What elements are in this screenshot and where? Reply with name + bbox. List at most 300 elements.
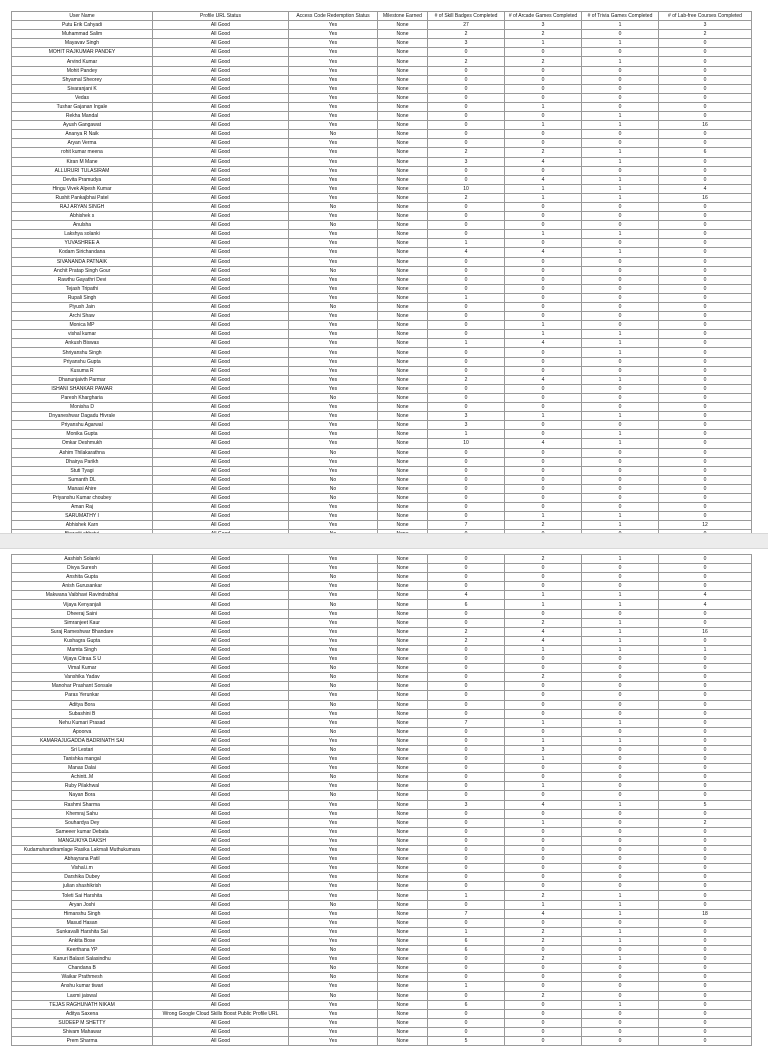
- cell-milestone: None: [378, 284, 428, 293]
- cell-access-code-status: No: [289, 266, 378, 275]
- cell-milestone: None: [378, 84, 428, 93]
- table-row: [12, 918, 752, 927]
- cell-lab-free-courses: 0: [659, 618, 752, 627]
- cell-trivia-games: 1: [582, 636, 659, 645]
- cell-access-code-status: Yes: [289, 627, 378, 636]
- cell-skill-badges: 4: [428, 248, 505, 257]
- cell-arcade-games: 1: [505, 193, 582, 202]
- cell-lab-free-courses: 16: [659, 193, 752, 202]
- cell-access-code-status: No: [289, 303, 378, 312]
- cell-trivia-games: 1: [582, 339, 659, 348]
- cell-user-name: RAJ ARYAN SINGH: [12, 202, 153, 211]
- table-row: [12, 736, 752, 745]
- cell-user-name: ISHANI SHANKAR PAWAR: [12, 384, 153, 393]
- cell-profile-url-status: All Good: [153, 493, 289, 502]
- cell-user-name: Rekha Mandal: [12, 112, 153, 121]
- cell-trivia-games: 0: [582, 239, 659, 248]
- cell-skill-badges: 0: [428, 673, 505, 682]
- table-row: [12, 991, 752, 1000]
- cell-skill-badges: 3: [428, 412, 505, 421]
- cell-access-code-status: No: [289, 484, 378, 493]
- cell-access-code-status: No: [289, 202, 378, 211]
- cell-trivia-games: 1: [582, 718, 659, 727]
- cell-arcade-games: 0: [505, 130, 582, 139]
- cell-milestone: None: [378, 175, 428, 184]
- cell-skill-badges: 0: [428, 664, 505, 673]
- cell-lab-free-courses: 0: [659, 1018, 752, 1027]
- table-row: [12, 357, 752, 366]
- cell-lab-free-courses: 0: [659, 339, 752, 348]
- cell-user-name: Rupali Singh: [12, 293, 153, 302]
- cell-milestone: None: [378, 618, 428, 627]
- cell-access-code-status: Yes: [289, 184, 378, 193]
- cell-lab-free-courses: 0: [659, 457, 752, 466]
- cell-user-name: Aditya Saxena: [12, 1009, 153, 1018]
- cell-lab-free-courses: 0: [659, 493, 752, 502]
- cell-arcade-games: 1: [505, 39, 582, 48]
- table-row: [12, 700, 752, 709]
- cell-milestone: None: [378, 184, 428, 193]
- cell-access-code-status: Yes: [289, 157, 378, 166]
- cell-user-name: Ayush Gangawat: [12, 121, 153, 130]
- cell-trivia-games: 0: [582, 791, 659, 800]
- cell-user-name: Apoorva: [12, 727, 153, 736]
- cell-lab-free-courses: 0: [659, 239, 752, 248]
- cell-profile-url-status: All Good: [153, 818, 289, 827]
- cell-profile-url-status: All Good: [153, 600, 289, 609]
- cell-profile-url-status: All Good: [153, 909, 289, 918]
- cell-skill-badges: 0: [428, 284, 505, 293]
- cell-access-code-status: Yes: [289, 84, 378, 93]
- cell-lab-free-courses: 0: [659, 946, 752, 955]
- cell-access-code-status: Yes: [289, 1009, 378, 1018]
- cell-arcade-games: 2: [505, 618, 582, 627]
- cell-access-code-status: No: [289, 600, 378, 609]
- cell-milestone: None: [378, 330, 428, 339]
- cell-lab-free-courses: 0: [659, 439, 752, 448]
- cell-arcade-games: 0: [505, 655, 582, 664]
- cell-lab-free-courses: 16: [659, 627, 752, 636]
- cell-trivia-games: 1: [582, 927, 659, 936]
- cell-user-name: Vedas: [12, 93, 153, 102]
- cell-arcade-games: 0: [505, 700, 582, 709]
- cell-profile-url-status: All Good: [153, 791, 289, 800]
- cell-arcade-games: 4: [505, 909, 582, 918]
- cell-trivia-games: 0: [582, 864, 659, 873]
- cell-access-code-status: Yes: [289, 421, 378, 430]
- cell-skill-badges: 7: [428, 718, 505, 727]
- cell-access-code-status: No: [289, 964, 378, 973]
- table-row: [12, 330, 752, 339]
- cell-arcade-games: 2: [505, 927, 582, 936]
- cell-trivia-games: 0: [582, 1027, 659, 1036]
- table-row: [12, 102, 752, 111]
- cell-user-name: Vijaya Citraa S U: [12, 655, 153, 664]
- cell-milestone: None: [378, 384, 428, 393]
- cell-access-code-status: Yes: [289, 139, 378, 148]
- cell-access-code-status: Yes: [289, 412, 378, 421]
- cell-milestone: None: [378, 882, 428, 891]
- cell-access-code-status: Yes: [289, 66, 378, 75]
- cell-skill-badges: 2: [428, 375, 505, 384]
- table-row: [12, 139, 752, 148]
- cell-user-name: Mamta Singh: [12, 645, 153, 654]
- cell-arcade-games: 4: [505, 157, 582, 166]
- cell-lab-free-courses: 0: [659, 57, 752, 66]
- cell-profile-url-status: All Good: [153, 48, 289, 57]
- cell-milestone: None: [378, 991, 428, 1000]
- cell-user-name: Devita Pramudya: [12, 175, 153, 184]
- cell-skill-badges: 0: [428, 66, 505, 75]
- table-row: [12, 555, 752, 564]
- table-row: [12, 39, 752, 48]
- cell-user-name: KAMARAJUGADDA BADRINATH SAI: [12, 736, 153, 745]
- cell-access-code-status: Yes: [289, 936, 378, 945]
- cell-lab-free-courses: 0: [659, 882, 752, 891]
- cell-lab-free-courses: 0: [659, 48, 752, 57]
- cell-user-name: Himanshu Singh: [12, 909, 153, 918]
- cell-user-name: Shriyanshu Singh: [12, 348, 153, 357]
- cell-arcade-games: 0: [505, 275, 582, 284]
- cell-trivia-games: 0: [582, 818, 659, 827]
- cell-access-code-status: No: [289, 493, 378, 502]
- cell-access-code-status: Yes: [289, 918, 378, 927]
- cell-access-code-status: Yes: [289, 39, 378, 48]
- cell-lab-free-courses: 0: [659, 366, 752, 375]
- cell-access-code-status: Yes: [289, 57, 378, 66]
- table-row: [12, 673, 752, 682]
- table-row: [12, 321, 752, 330]
- cell-profile-url-status: All Good: [153, 1000, 289, 1009]
- cell-milestone: None: [378, 148, 428, 157]
- cell-profile-url-status: All Good: [153, 275, 289, 284]
- cell-lab-free-courses: 0: [659, 321, 752, 330]
- table-row: [12, 718, 752, 727]
- cell-lab-free-courses: 0: [659, 764, 752, 773]
- cell-trivia-games: 1: [582, 627, 659, 636]
- cell-lab-free-courses: 0: [659, 727, 752, 736]
- cell-lab-free-courses: 0: [659, 230, 752, 239]
- cell-user-name: Manas Dalai: [12, 764, 153, 773]
- header-access-code-status: Access Code Redemption Status: [289, 12, 378, 21]
- cell-profile-url-status: All Good: [153, 573, 289, 582]
- cell-skill-badges: 0: [428, 645, 505, 654]
- cell-access-code-status: No: [289, 673, 378, 682]
- cell-milestone: None: [378, 973, 428, 982]
- cell-access-code-status: Yes: [289, 321, 378, 330]
- cell-user-name: Priyanshu Kumar choubey: [12, 493, 153, 502]
- table-row: [12, 393, 752, 402]
- cell-profile-url-status: All Good: [153, 946, 289, 955]
- document-page-2: [11, 554, 751, 1046]
- table-row: [12, 184, 752, 193]
- cell-user-name: Makwana Vaibhavi Ravindrabhai: [12, 591, 153, 600]
- table-row: [12, 202, 752, 211]
- cell-arcade-games: 4: [505, 439, 582, 448]
- table-row: [12, 946, 752, 955]
- cell-access-code-status: No: [289, 727, 378, 736]
- cell-access-code-status: Yes: [289, 782, 378, 791]
- table-row: [12, 121, 752, 130]
- cell-trivia-games: 1: [582, 248, 659, 257]
- cell-skill-badges: 0: [428, 166, 505, 175]
- cell-skill-badges: 10: [428, 439, 505, 448]
- cell-arcade-games: 1: [505, 736, 582, 745]
- cell-trivia-games: 0: [582, 321, 659, 330]
- cell-trivia-games: 0: [582, 357, 659, 366]
- cell-arcade-games: 1: [505, 818, 582, 827]
- cell-arcade-games: 0: [505, 727, 582, 736]
- cell-arcade-games: 0: [505, 166, 582, 175]
- cell-profile-url-status: All Good: [153, 266, 289, 275]
- cell-access-code-status: Yes: [289, 846, 378, 855]
- cell-arcade-games: 0: [505, 773, 582, 782]
- cell-skill-badges: 0: [428, 573, 505, 582]
- cell-lab-free-courses: 0: [659, 1027, 752, 1036]
- table-row: [12, 627, 752, 636]
- table-row: [12, 582, 752, 591]
- cell-trivia-games: 1: [582, 375, 659, 384]
- cell-profile-url-status: All Good: [153, 212, 289, 221]
- cell-trivia-games: 0: [582, 982, 659, 991]
- cell-trivia-games: 0: [582, 102, 659, 111]
- header-arcade-games: # of Arcade Games Completed: [505, 12, 582, 21]
- cell-profile-url-status: All Good: [153, 93, 289, 102]
- cell-lab-free-courses: 0: [659, 773, 752, 782]
- cell-skill-badges: 27: [428, 21, 505, 30]
- cell-skill-badges: 0: [428, 582, 505, 591]
- cell-user-name: Kanuri Balasri Salasindhu: [12, 955, 153, 964]
- cell-arcade-games: 0: [505, 709, 582, 718]
- cell-access-code-status: Yes: [289, 882, 378, 891]
- cell-milestone: None: [378, 827, 428, 836]
- cell-lab-free-courses: 0: [659, 375, 752, 384]
- cell-skill-badges: 0: [428, 727, 505, 736]
- cell-milestone: None: [378, 800, 428, 809]
- cell-milestone: None: [378, 466, 428, 475]
- table-row: [12, 230, 752, 239]
- cell-user-name: Subashini B: [12, 709, 153, 718]
- cell-profile-url-status: All Good: [153, 293, 289, 302]
- cell-trivia-games: 1: [582, 512, 659, 521]
- cell-profile-url-status: All Good: [153, 66, 289, 75]
- table-row: [12, 475, 752, 484]
- cell-user-name: ALLURURI TULASIRAM: [12, 166, 153, 175]
- cell-skill-badges: 1: [428, 982, 505, 991]
- cell-user-name: Aryan Verma: [12, 139, 153, 148]
- cell-arcade-games: 0: [505, 664, 582, 673]
- cell-milestone: None: [378, 791, 428, 800]
- table-row: [12, 266, 752, 275]
- cell-user-name: Priyanshu Gupta: [12, 357, 153, 366]
- cell-trivia-games: 0: [582, 682, 659, 691]
- cell-profile-url-status: All Good: [153, 121, 289, 130]
- cell-user-name: Rawthu Gayathri Devi: [12, 275, 153, 284]
- cell-milestone: None: [378, 873, 428, 882]
- cell-skill-badges: 0: [428, 275, 505, 284]
- cell-arcade-games: 0: [505, 421, 582, 430]
- cell-skill-badges: 0: [428, 964, 505, 973]
- cell-user-name: Anish Gurusankar: [12, 582, 153, 591]
- cell-user-name: YUVASHREE A: [12, 239, 153, 248]
- cell-profile-url-status: All Good: [153, 230, 289, 239]
- cell-profile-url-status: All Good: [153, 873, 289, 882]
- cell-trivia-games: 1: [582, 430, 659, 439]
- cell-access-code-status: Yes: [289, 655, 378, 664]
- cell-access-code-status: Yes: [289, 609, 378, 618]
- cell-access-code-status: No: [289, 475, 378, 484]
- cell-access-code-status: No: [289, 221, 378, 230]
- page-break: [0, 533, 768, 549]
- cell-arcade-games: 0: [505, 457, 582, 466]
- cell-profile-url-status: All Good: [153, 882, 289, 891]
- cell-user-name: Shivam Mahawar: [12, 1027, 153, 1036]
- cell-milestone: None: [378, 773, 428, 782]
- cell-profile-url-status: All Good: [153, 636, 289, 645]
- table-row: [12, 636, 752, 645]
- cell-milestone: None: [378, 745, 428, 754]
- cell-milestone: None: [378, 303, 428, 312]
- table-row: [12, 1009, 752, 1018]
- header-row: [12, 12, 752, 21]
- cell-skill-badges: 0: [428, 618, 505, 627]
- leaderboard-table: [11, 11, 752, 549]
- cell-profile-url-status: All Good: [153, 809, 289, 818]
- cell-profile-url-status: All Good: [153, 357, 289, 366]
- cell-skill-badges: 1: [428, 239, 505, 248]
- cell-trivia-games: 1: [582, 936, 659, 945]
- cell-skill-badges: 1: [428, 293, 505, 302]
- cell-profile-url-status: All Good: [153, 375, 289, 384]
- cell-profile-url-status: All Good: [153, 645, 289, 654]
- cell-user-name: Khemraj Sahu: [12, 809, 153, 818]
- cell-lab-free-courses: 0: [659, 745, 752, 754]
- cell-user-name: Anchit Pratap Singh Gour: [12, 266, 153, 275]
- cell-arcade-games: 1: [505, 412, 582, 421]
- cell-profile-url-status: All Good: [153, 21, 289, 30]
- cell-access-code-status: Yes: [289, 521, 378, 530]
- cell-profile-url-status: All Good: [153, 1036, 289, 1045]
- cell-arcade-games: 0: [505, 448, 582, 457]
- cell-profile-url-status: All Good: [153, 900, 289, 909]
- cell-trivia-games: 1: [582, 39, 659, 48]
- cell-user-name: Masud Hasan: [12, 918, 153, 927]
- cell-trivia-games: 0: [582, 700, 659, 709]
- cell-access-code-status: No: [289, 991, 378, 1000]
- table-row: [12, 303, 752, 312]
- cell-user-name: Sunkavalli Harshita Sai: [12, 927, 153, 936]
- cell-user-name: Tanishka mangal: [12, 755, 153, 764]
- table-row: [12, 1036, 752, 1045]
- cell-lab-free-courses: 0: [659, 484, 752, 493]
- cell-user-name: Nehu Kumari Prasad: [12, 718, 153, 727]
- cell-user-name: Simranjeet Kaur: [12, 618, 153, 627]
- cell-milestone: None: [378, 30, 428, 39]
- cell-milestone: None: [378, 1027, 428, 1036]
- cell-arcade-games: 1: [505, 591, 582, 600]
- cell-profile-url-status: All Good: [153, 582, 289, 591]
- cell-skill-badges: 6: [428, 600, 505, 609]
- cell-skill-badges: 0: [428, 48, 505, 57]
- cell-lab-free-courses: 0: [659, 609, 752, 618]
- cell-milestone: None: [378, 412, 428, 421]
- cell-skill-badges: 0: [428, 102, 505, 111]
- table-row: [12, 112, 752, 121]
- cell-trivia-games: 0: [582, 503, 659, 512]
- cell-milestone: None: [378, 936, 428, 945]
- cell-skill-badges: 2: [428, 636, 505, 645]
- cell-lab-free-courses: 4: [659, 591, 752, 600]
- cell-milestone: None: [378, 555, 428, 564]
- cell-profile-url-status: All Good: [153, 782, 289, 791]
- cell-skill-badges: 0: [428, 212, 505, 221]
- table-row: [12, 339, 752, 348]
- cell-access-code-status: Yes: [289, 982, 378, 991]
- cell-arcade-games: 0: [505, 284, 582, 293]
- table-row: [12, 973, 752, 982]
- cell-lab-free-courses: 0: [659, 1000, 752, 1009]
- cell-milestone: None: [378, 782, 428, 791]
- table-row: [12, 84, 752, 93]
- cell-arcade-games: 2: [505, 148, 582, 157]
- cell-profile-url-status: All Good: [153, 284, 289, 293]
- cell-milestone: None: [378, 475, 428, 484]
- cell-arcade-games: 3: [505, 21, 582, 30]
- cell-skill-badges: 0: [428, 873, 505, 882]
- cell-profile-url-status: All Good: [153, 503, 289, 512]
- cell-access-code-status: Yes: [289, 212, 378, 221]
- cell-lab-free-courses: 3: [659, 21, 752, 30]
- table-row: [12, 773, 752, 782]
- cell-profile-url-status: All Good: [153, 239, 289, 248]
- cell-trivia-games: 0: [582, 257, 659, 266]
- cell-access-code-status: Yes: [289, 818, 378, 827]
- table-row: [12, 1018, 752, 1027]
- cell-skill-badges: 0: [428, 466, 505, 475]
- cell-trivia-games: 0: [582, 836, 659, 845]
- cell-lab-free-courses: 0: [659, 466, 752, 475]
- cell-milestone: None: [378, 393, 428, 402]
- cell-arcade-games: 2: [505, 521, 582, 530]
- cell-milestone: None: [378, 1018, 428, 1027]
- cell-lab-free-courses: 0: [659, 248, 752, 257]
- cell-skill-badges: 0: [428, 609, 505, 618]
- cell-trivia-games: 1: [582, 955, 659, 964]
- cell-arcade-games: 4: [505, 627, 582, 636]
- table-row: [12, 439, 752, 448]
- cell-user-name: Anulsha: [12, 221, 153, 230]
- cell-profile-url-status: All Good: [153, 384, 289, 393]
- cell-skill-badges: 2: [428, 148, 505, 157]
- cell-lab-free-courses: 0: [659, 964, 752, 973]
- cell-user-name: Chandana B: [12, 964, 153, 973]
- cell-profile-url-status: All Good: [153, 982, 289, 991]
- table-row: [12, 221, 752, 230]
- table-row: [12, 57, 752, 66]
- cell-access-code-status: Yes: [289, 457, 378, 466]
- cell-access-code-status: Yes: [289, 836, 378, 845]
- table-row: [12, 600, 752, 609]
- cell-arcade-games: 1: [505, 230, 582, 239]
- cell-trivia-games: 1: [582, 900, 659, 909]
- cell-arcade-games: 2: [505, 30, 582, 39]
- cell-lab-free-courses: 0: [659, 682, 752, 691]
- cell-arcade-games: 0: [505, 357, 582, 366]
- cell-trivia-games: 0: [582, 30, 659, 39]
- cell-skill-badges: 3: [428, 421, 505, 430]
- table-row: [12, 212, 752, 221]
- cell-arcade-games: 1: [505, 121, 582, 130]
